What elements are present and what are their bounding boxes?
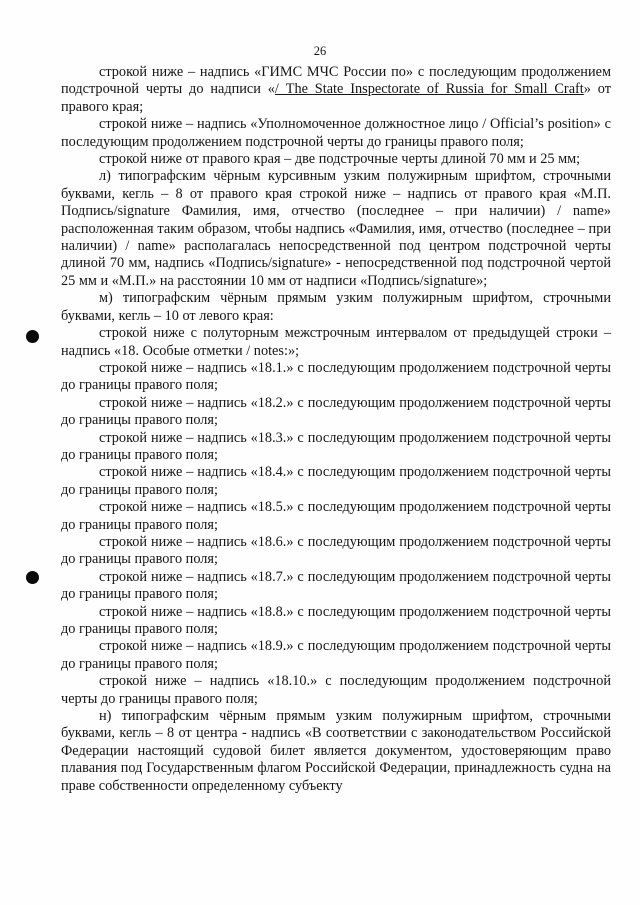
paragraph: строкой ниже – надпись «18.9.» с последующим продолжением подстрочной черты до границы правого поля; [61,638,611,672]
paragraph: строкой ниже – надпись «ГИМС МЧС России по» с последующим продолжением подстрочной черты до надписи «/ The State Inspectorate of Russia for Small Craft» от правого края; [61,64,611,115]
paragraph: строкой ниже – надпись «Уполномоченное должностное лицо / Official’s position» с последующим продолжением подстрочной черты до границы правого поля; [61,116,611,150]
page-number: 26 [313,44,327,58]
paragraph: строкой ниже – надпись «18.2.» с последующим продолжением подстрочной черты до границы правого поля; [61,394,611,429]
english-title-underlined: / The State Inspectorate of Russia for Small Craft [274,81,584,98]
paragraph: строкой ниже – надпись «18.5.» с последующим продолжением подстрочной черты до границы правого поля; [61,499,611,533]
punch-hole-mark [26,330,39,343]
paragraph: строкой ниже – надпись «18.4.» с последующим продолжением подстрочной черты до границы правого поля; [61,464,611,498]
paragraph: строкой ниже – надпись «18.3.» с последующим продолжением подстрочной черты до границы правого поля; [61,429,611,463]
paragraph: н) типографским чёрным прямым узким полужирным шрифтом, строчными буквами, кегль – 8 от центра - надпись «В соответствии с законодательством Российской Федерации настоящий судовой билет является документом, удостоверяющим право плавания под Государственным флагом Российской Федерации, принадлежность судна на праве собственности определенному субъекту [61,708,611,794]
punch-hole-mark [26,571,39,584]
paragraph: л) типографским чёрным курсивным узким полужирным шрифтом, строчными буквами, кегль – 8 от правого края строкой ниже – надпись от правого края «М.П. Подпись/signature Фамилия, имя, отчество (последнее – при наличии) / name» расположенная таким образом, чтобы надпись «Фамилия, имя, отчество (последнее – при наличии) / name» располагалась непосредственной под центром подстрочной черты длиной 70 мм, надпись «Подпись/signature» - непосредственной под подстрочной чертой 25 мм и «М.П.» на расстоянии 10 мм от надписи «Подпись/signature»; [61,168,611,289]
paragraph: строкой ниже – надпись «18.6.» с последующим продолжением подстрочной черты до границы правого поля; [61,533,611,568]
paragraph: м) типографским чёрным прямым узким полужирным шрифтом, строчными буквами, кегль – 10 от левого края: [61,290,611,324]
paragraph: строкой ниже – надпись «18.7.» с последующим продолжением подстрочной черты до границы правого поля; [61,568,611,603]
paragraph: строкой ниже – надпись «18.8.» с последующим продолжением подстрочной черты до границы правого поля; [61,603,611,637]
paragraph: строкой ниже – надпись «18.1.» с последующим продолжением подстрочной черты до границы правого поля; [61,359,611,394]
paragraph: строкой ниже – надпись «18.10.» с последующим продолжением подстрочной черты до границы правого поля; [61,673,611,707]
paragraph: строкой ниже от правого края – две подстрочные черты длиной 70 мм и 25 мм; [99,151,581,168]
document-body [61,64,611,795]
paragraph: строкой ниже с полуторным межстрочным интервалом от предыдущей строки – надпись «18. Особые отметки / notes:»; [61,325,611,359]
